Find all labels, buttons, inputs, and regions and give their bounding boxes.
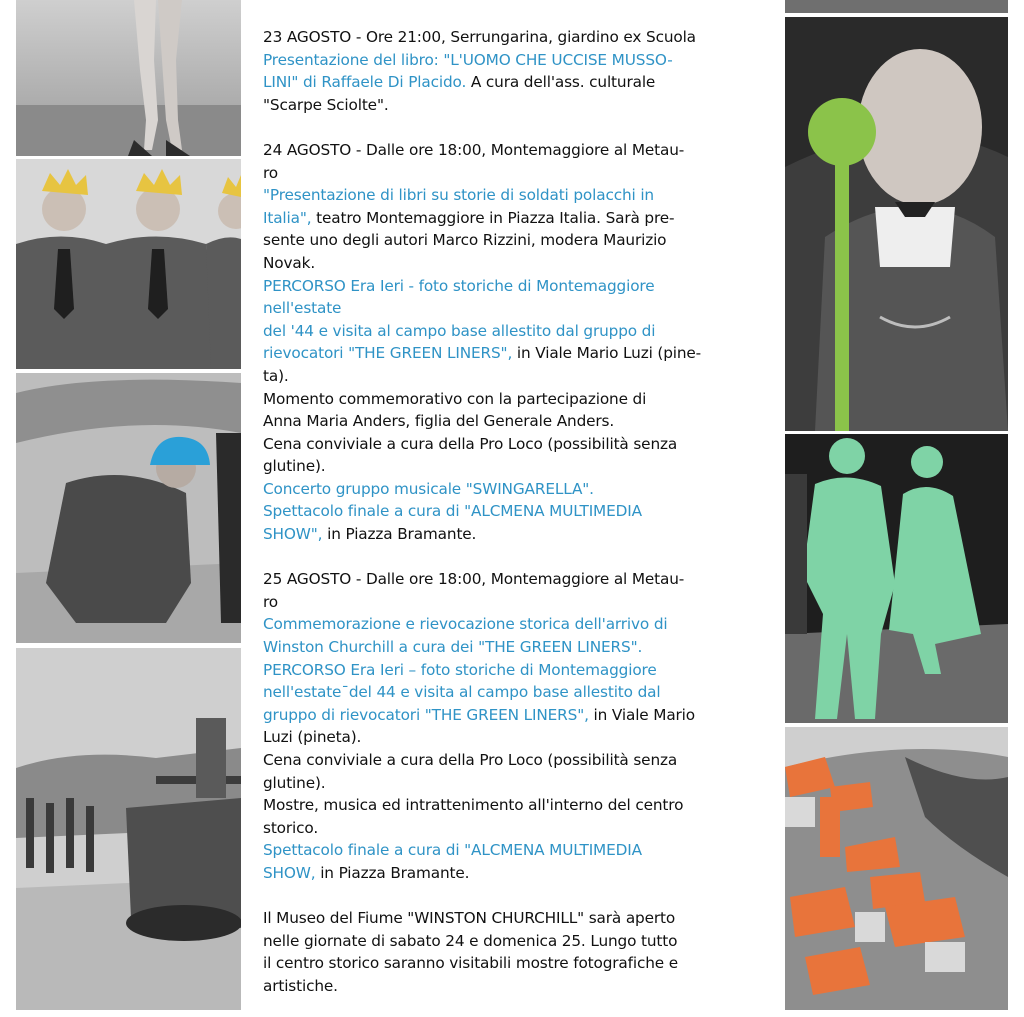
highlight-text: del '44 e visita al campo base allestito dal gruppo di [263,321,656,340]
body-text: il centro storico saranno visitabili mostre fotografiche e [263,954,679,973]
text-line [263,229,773,252]
text-line [263,139,773,162]
text-line [263,772,773,795]
body-text: A cura dell'ass. culturale [466,73,656,92]
highlight-text: Italia", [263,208,312,227]
body-text: Momento commemorativo con la partecipazione di [263,389,647,408]
photo-churchill-microphone [785,17,1008,431]
text-line [263,817,773,840]
highlight-text: PERCORSO Era Ieri - foto storiche di Montemaggiore [263,276,655,295]
body-text: Cena conviviale a cura della Pro Loco (possibilità senza [263,434,678,453]
text-line [263,636,773,659]
body-text: in Piazza Bramante. [322,525,477,544]
body-text: ta). [263,366,289,385]
text-line [263,410,773,433]
text-line [263,252,773,275]
highlight-text: "Presentazione di libri su storie di soldati polacchi in [263,186,654,205]
paragraph-gap [263,116,773,139]
photo-dancer-legs [16,0,241,156]
photo-strip-top [785,0,1008,13]
body-text: Il Museo del Fiume "WINSTON CHURCHILL" sarà aperto [263,909,676,928]
highlight-text: Winston Churchill a cura dei "THE GREEN LINERS". [263,638,643,657]
text-line [263,297,773,320]
body-text: glutine). [263,457,326,476]
body-text: 23 AGOSTO - Ore 21:00, Serrungarina, giardino ex Scuola [263,28,696,46]
text-line [263,704,773,727]
body-text: Cena conviviale a cura della Pro Loco (possibilità senza [263,751,678,769]
body-text: in Viale Mario Luzi (pine- [512,344,702,363]
text-line [263,455,773,478]
event-program-text [263,26,773,998]
text-line [263,184,773,207]
body-text: glutine). [263,773,326,792]
highlight-text: Concerto gruppo musicale "SWINGARELLA". [263,479,594,498]
text-line [263,613,773,636]
text-line [263,207,773,230]
body-text: Novak. [263,253,316,272]
text-line [263,342,773,365]
text-line [263,49,773,72]
text-line [263,478,773,501]
highlight-text: rievocatori "THE GREEN LINERS", [263,344,513,363]
highlight-text: nell'estate [263,299,342,318]
text-line [263,794,773,817]
text-line [263,726,773,749]
text-line [263,930,773,953]
text-line [263,71,773,94]
highlight-text: LINI" di Raffaele Di Placido. [263,73,467,92]
text-line [263,659,773,682]
highlight-text: Presentazione del libro: "L'UOMO CHE UCCISE MUSSO- [263,50,673,69]
text-line [263,162,773,185]
highlight-text: Spettacolo finale a cura di "ALCMENA MULTIMEDIA [263,502,642,521]
body-text: Mostre, musica ed intrattenimento all'interno del centro [263,796,684,815]
body-text: "Scarpe Sciolte". [263,95,389,114]
text-line [263,500,773,523]
text-line [263,388,773,411]
highlight-text: gruppo di rievocatori "THE GREEN LINERS", [263,705,589,724]
body-text: teatro Montemaggiore in Piazza Italia. Sarà pre- [311,208,675,227]
text-line [263,568,773,591]
text-line [263,839,773,862]
text-line [263,749,773,772]
body-text: nelle giornate di sabato 24 e domenica 25. Lungo tutto [263,931,678,950]
text-line [263,862,773,885]
photo-aerial-village [785,727,1008,1010]
text-line [263,365,773,388]
text-line [263,433,773,456]
body-text: 24 AGOSTO - Dalle ore 18:00, Montemaggiore al Metau- [263,140,685,159]
text-line [263,26,773,49]
text-line [263,681,773,704]
body-text: storico. [263,818,319,837]
highlight-text: nell'estate¯del 44 e visita al campo base allestito dal [263,683,661,702]
event-block [263,26,773,116]
text-line [263,94,773,117]
body-text: in Piazza Bramante. [315,863,470,882]
body-text: Anna Maria Anders, figlia del Generale Anders. [263,412,615,431]
photo-soldier-helmet [16,373,241,643]
body-text: 25 AGOSTO - Dalle ore 18:00, Montemaggiore al Metau- [263,570,685,589]
photo-dancers [785,434,1008,723]
body-text: sente uno degli autori Marco Rizzini, modera Maurizio [263,231,667,250]
photo-andrews-sisters [16,159,241,369]
highlight-text: SHOW", [263,525,323,544]
body-text: Luzi (pineta). [263,728,362,747]
body-text: ro [263,592,279,611]
text-line [263,523,773,546]
text-line [263,591,773,614]
event-block [263,907,773,997]
text-line [263,275,773,298]
highlight-text: Commemorazione e rievocazione storica dell'arrivo di [263,615,668,634]
text-line [263,907,773,930]
text-line [263,952,773,975]
highlight-text: PERCORSO Era Ieri – foto storiche di Montemaggiore [263,660,657,679]
text-line [263,320,773,343]
highlight-text: Spettacolo finale a cura di "ALCMENA MULTIMEDIA [263,841,642,860]
body-text: ro [263,163,279,182]
event-block [263,139,773,546]
body-text: in Viale Mario [588,705,695,724]
paragraph-gap [263,885,773,908]
paragraph-gap [263,546,773,569]
event-block [263,568,773,884]
body-text: artistiche. [263,976,338,995]
text-line [263,975,773,998]
highlight-text: SHOW, [263,863,316,882]
photo-tank [16,648,241,1010]
